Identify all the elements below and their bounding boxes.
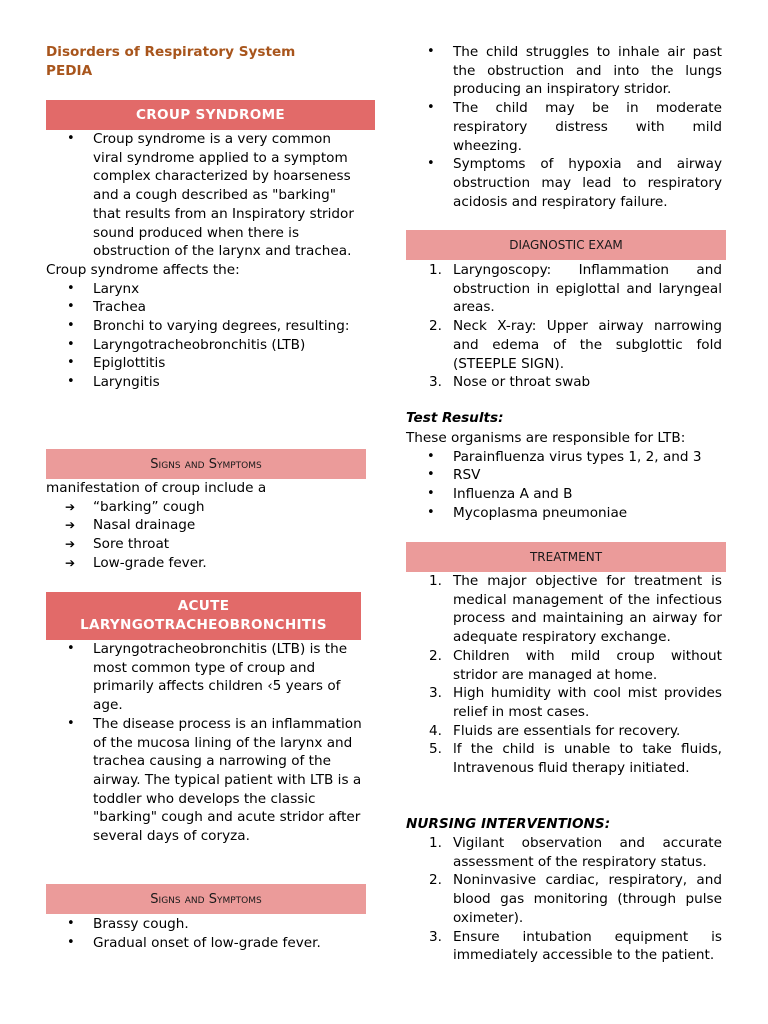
croup-intro-list <box>46 130 362 261</box>
list-item <box>406 722 722 741</box>
list-item-text: Neck X-ray: Upper airway narrowing and edema of the subglottic fold (STEEPLE SIGN). <box>453 318 722 372</box>
list-number: 1. <box>429 573 442 589</box>
list-item <box>406 647 722 684</box>
treatment-list <box>406 572 722 778</box>
list-item: • Gradual onset of low-grade fever. <box>46 934 362 953</box>
list-item-text: Children with mild croup without stridor are managed at home. <box>453 647 722 683</box>
list-item-text: The major objective for treatment is medical management of the infectious process and maintaining an airway for adequate respiratory exchange. <box>453 573 722 646</box>
document-title <box>46 43 295 81</box>
list-item: • Epiglottitis <box>46 354 362 373</box>
list-item: • The disease process is an inflammation of the mucosa lining of the larynx and trachea causing a narrowing of the airway. The typical patient with LTB is a toddler who develops the classic "barking" cough and acute stridor after several days of coryza. <box>46 715 362 846</box>
list-item: ➔ Sore throat <box>46 535 362 554</box>
list-item: • The child may be in moderate respiratory distress with mild wheezing. <box>406 99 722 155</box>
list-item <box>406 834 722 871</box>
list-item <box>406 572 722 647</box>
croup-syndrome-header <box>46 100 375 130</box>
signs1-list <box>46 498 362 573</box>
signs-symptoms-section-1 <box>46 479 362 573</box>
list-item <box>406 317 722 373</box>
document-title-line2: PEDIA <box>46 63 93 79</box>
list-item-text: Noninvasive cardiac, respiratory, and blood gas monitoring (through pulse oximeter). <box>453 872 722 926</box>
list-item: • Laryngotracheobronchitis (LTB) <box>46 336 362 355</box>
list-number: 5. <box>429 741 442 758</box>
list-item <box>406 261 722 317</box>
list-number: 3. <box>429 374 442 391</box>
list-item: • Larynx <box>46 280 362 299</box>
list-item: • Influenza A and B <box>406 485 722 504</box>
croup-syndrome-header-label: CROUP SYNDROME <box>135 107 286 123</box>
test-results-intro: These organisms are responsible for LTB: <box>406 430 686 446</box>
list-item: • Brassy cough. <box>46 915 362 934</box>
test-results-list <box>406 448 722 523</box>
diagnostic-exam-header-label: DIAGNOSTIC EXAM <box>509 238 623 252</box>
test-results-heading: Test Results: <box>406 410 504 426</box>
list-item: ➔ Nasal drainage <box>46 516 362 535</box>
list-item: • RSV <box>406 466 722 485</box>
list-item-text: Ensure intubation equipment is immediately accessible to the patient. <box>453 928 722 964</box>
treatment-header <box>406 542 726 572</box>
list-item: • Laryngotracheobronchitis (LTB) is the most common type of croup and primarily affects children ‹5 years of age. <box>46 640 362 715</box>
list-number: 4. <box>429 722 442 739</box>
treatment-header-label: TREATMENT <box>529 550 603 564</box>
list-item: ➔ “barking” cough <box>46 498 362 517</box>
nursing-list <box>406 834 722 965</box>
list-item-text: Nose or throat swab <box>453 374 591 391</box>
list-number: 2. <box>429 872 442 889</box>
list-item <box>406 684 722 721</box>
document-title-line1: Disorders of Respiratory System <box>46 44 296 60</box>
croup-section <box>46 130 362 392</box>
list-number: 3. <box>429 928 442 945</box>
signs-symptoms-header-1 <box>46 449 366 479</box>
list-item <box>406 928 722 965</box>
signs-symptoms-header-2 <box>46 884 366 914</box>
list-item: • The child struggles to inhale air past the obstruction and into the lungs producing an inspiratory stridor. <box>406 43 722 99</box>
list-item: • Trachea <box>46 298 362 317</box>
list-item <box>406 373 722 392</box>
acute-ltb-section <box>46 640 362 846</box>
list-item-text: High humidity with cool mist provides relief in most cases. <box>453 685 722 720</box>
croup-intro-item: • Croup syndrome is a very common viral syndrome applied to a symptom complex characterized by hoarseness and a cough described as "barking" that results from an Inspiratory stridor sound produced when there is obstruction of the larynx and trachea. <box>46 130 362 261</box>
test-results-section <box>406 429 722 523</box>
list-item: ➔ Low-grade fever. <box>46 554 362 573</box>
list-item <box>406 740 722 777</box>
ltb-list <box>46 640 362 846</box>
treatment-section <box>406 572 722 778</box>
list-item-text: Vigilant observation and accurate assessment of the respiratory status. <box>453 835 722 870</box>
diagnostic-list <box>406 261 722 392</box>
croup-affects-list <box>46 280 362 392</box>
diagnostic-exam-header <box>406 230 726 260</box>
acute-ltb-header <box>46 592 361 640</box>
list-item-text: Laryngoscopy: Inflammation and obstruction in epiglottal and laryngeal areas. <box>453 262 722 316</box>
list-item: • Bronchi to varying degrees, resulting: <box>46 317 362 336</box>
list-number: 3. <box>429 685 442 702</box>
nursing-interventions-section <box>406 834 722 965</box>
signs-symptoms-section-2 <box>46 915 362 952</box>
signs1-intro: manifestation of croup include a <box>46 480 267 496</box>
signs-symptoms-header-2-label: Signs and Symptoms <box>150 891 262 907</box>
croup-affects-label: Croup syndrome affects the: <box>46 261 240 278</box>
list-number: 1. <box>429 262 442 278</box>
list-item: • Parainfluenza virus types 1, 2, and 3 <box>406 448 722 467</box>
nursing-interventions-heading: NURSING INTERVENTIONS: <box>406 816 611 832</box>
diagnostic-exam-section <box>406 261 722 392</box>
signs-symptoms-header-1-label: Signs and Symptoms <box>150 456 262 472</box>
acute-ltb-header-line2: LARYNGOTRACHEOBRONCHITIS <box>80 617 327 633</box>
list-item: • Symptoms of hypoxia and airway obstruction may lead to respiratory acidosis and respiratory failure. <box>406 155 722 211</box>
list-item-text: lf the child is unable to take fluids, Intravenous fluid therapy initiated. <box>453 741 722 777</box>
list-item: • Mycoplasma pneumoniae <box>406 504 722 523</box>
list-number: 2. <box>429 318 442 335</box>
acute-ltb-header-line1: ACUTE <box>177 598 230 614</box>
list-item: • Laryngitis <box>46 373 362 392</box>
ltb-continued-list <box>406 43 722 211</box>
signs2-list <box>46 915 362 952</box>
list-number: 1. <box>429 835 442 851</box>
list-item <box>406 871 722 927</box>
list-item-text: Fluids are essentials for recovery. <box>453 722 681 739</box>
list-number: 2. <box>429 647 442 664</box>
ltb-continued-section <box>406 43 722 211</box>
